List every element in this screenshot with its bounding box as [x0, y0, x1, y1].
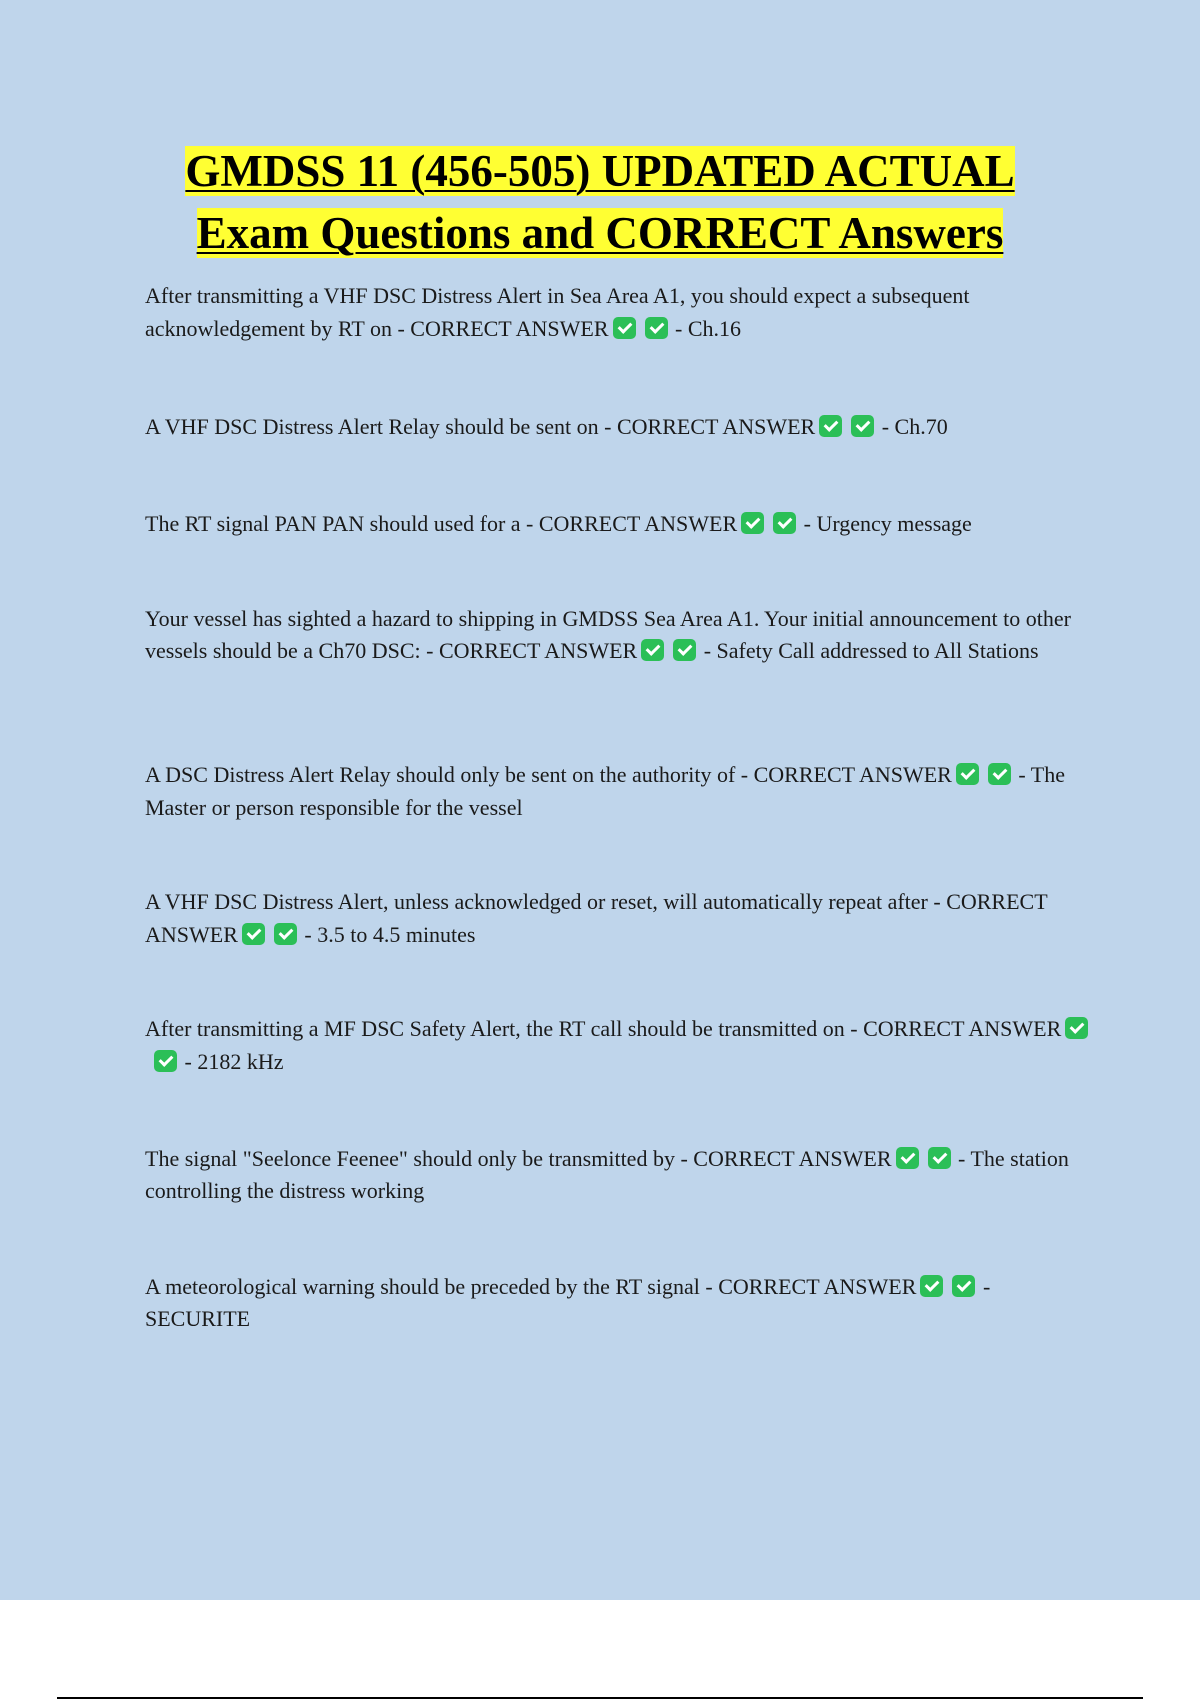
- qa-item-5: [145, 758, 1090, 824]
- check-box-icon: [851, 415, 874, 437]
- question-text: The signal "Seelonce Feenee" should only be transmitted by -: [145, 1146, 688, 1171]
- answer-label: CORRECT ANSWER: [693, 1146, 892, 1171]
- document-title: [0, 140, 1200, 264]
- check-box-icon: [154, 1050, 177, 1072]
- check-box-icon: [1065, 1017, 1088, 1039]
- check-box-icon: [645, 317, 668, 339]
- answer-text: - SECURITE: [145, 1274, 991, 1331]
- check-box-icon: [928, 1147, 951, 1169]
- qa-item-6: [145, 885, 1090, 951]
- check-box-icon: [242, 923, 265, 945]
- question-text: A meteorological warning should be preceded by the RT signal -: [145, 1274, 713, 1299]
- answer-label: CORRECT ANSWER: [538, 511, 738, 536]
- question-text: Your vessel has sighted a hazard to shipping in GMDSS Sea Area A1. Your initial announcement to other vessels should be a Ch70 DSC: -: [145, 606, 1071, 663]
- answer-text: - Safety Call addressed to All Stations: [703, 638, 1039, 663]
- answer-text: - 3.5 to 4.5 minutes: [304, 922, 476, 947]
- check-box-icon: [274, 923, 297, 945]
- answer-label: CORRECT ANSWER: [410, 316, 609, 341]
- footer-divider: [57, 1697, 1143, 1699]
- check-box-icon: [952, 1275, 975, 1297]
- answer-text: - Ch.16: [675, 316, 742, 341]
- question-text: After transmitting a MF DSC Safety Alert, the RT call should be transmitted on -: [145, 1016, 858, 1041]
- check-box-icon: [988, 763, 1011, 785]
- answer-label: CORRECT ANSWER: [753, 762, 952, 787]
- question-text: A VHF DSC Distress Alert, unless acknowledged or reset, will automatically repeat after -: [145, 889, 941, 914]
- question-text: A VHF DSC Distress Alert Relay should be sent on -: [145, 414, 612, 439]
- answer-label: CORRECT ANSWER: [718, 1274, 917, 1299]
- check-box-icon: [819, 415, 842, 437]
- answer-label: CORRECT ANSWER: [863, 1016, 1062, 1041]
- check-box-icon: [741, 512, 764, 534]
- check-box-icon: [641, 639, 664, 661]
- answer-label: CORRECT ANSWER: [145, 889, 1048, 947]
- title-line-1: GMDSS 11 (456-505) UPDATED ACTUAL: [185, 146, 1015, 196]
- question-text: The RT signal PAN PAN should used for a -: [145, 511, 534, 536]
- answer-label: CORRECT ANSWER: [438, 638, 638, 663]
- answer-text: - The station controlling the distress working: [145, 1146, 1069, 1203]
- qa-item-4: [145, 603, 1090, 667]
- answer-text: - Ch.70: [881, 414, 948, 439]
- answer-text: - Urgency message: [803, 511, 972, 536]
- check-box-icon: [896, 1147, 919, 1169]
- qa-item-8: [145, 1143, 1090, 1207]
- qa-item-2: [145, 410, 1090, 443]
- answer-text: - The Master or person responsible for the vessel: [145, 762, 1065, 820]
- check-box-icon: [613, 317, 636, 339]
- question-text: After transmitting a VHF DSC Distress Alert in Sea Area A1, you should expect a subsequent acknowledgement by RT on -: [145, 283, 970, 341]
- answer-text: - 2182 kHz: [184, 1049, 284, 1074]
- qa-item-1: [145, 279, 1090, 345]
- qa-item-3: [145, 507, 1090, 540]
- qa-item-9: [145, 1271, 1090, 1335]
- title-line-2: Exam Questions and CORRECT Answers: [196, 208, 1004, 258]
- answer-label: CORRECT ANSWER: [616, 414, 816, 439]
- check-box-icon: [773, 512, 796, 534]
- question-text: A DSC Distress Alert Relay should only be sent on the authority of -: [145, 762, 749, 787]
- check-box-icon: [673, 639, 696, 661]
- check-box-icon: [956, 763, 979, 785]
- qa-item-7: [145, 1012, 1090, 1078]
- check-box-icon: [920, 1275, 943, 1297]
